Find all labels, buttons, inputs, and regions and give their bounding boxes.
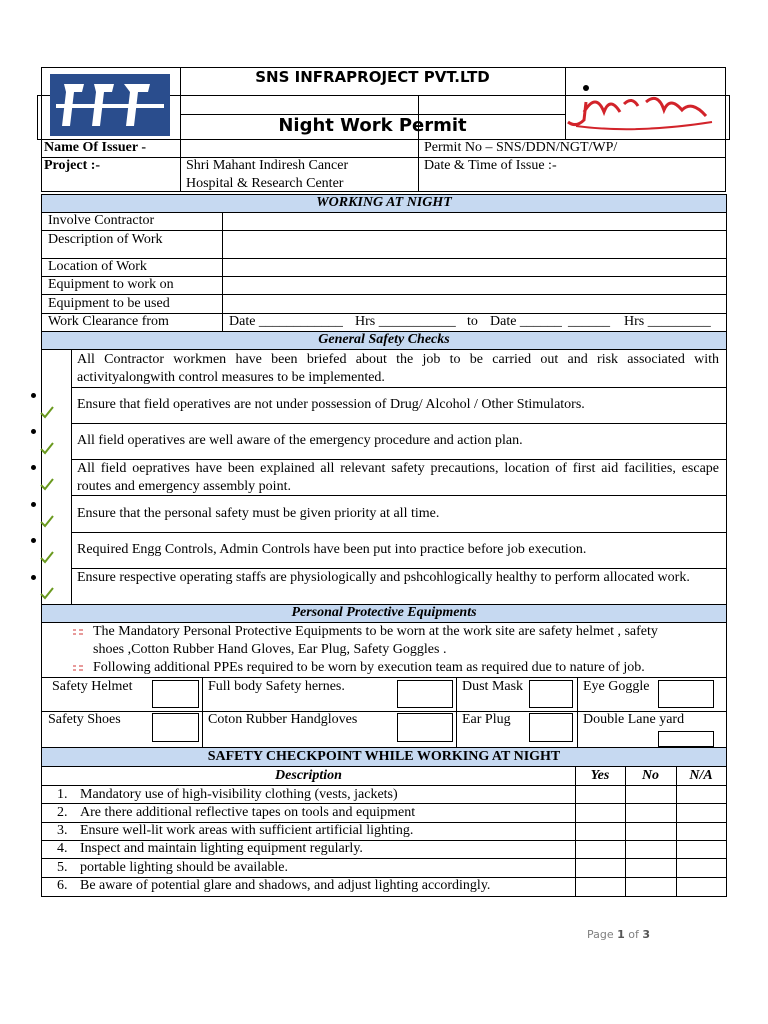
- ppe-ear-plug: Ear Plug: [462, 712, 511, 727]
- col-na: N/A: [689, 768, 713, 783]
- ppe-safety-helmet: Safety Helmet: [52, 679, 133, 694]
- clearance-date-1[interactable]: Date ____________: [229, 314, 343, 329]
- rule: [71, 387, 727, 388]
- rule: [41, 622, 727, 623]
- clearance-to: to: [467, 314, 478, 329]
- header-divider-middle: [418, 95, 419, 192]
- page-number: 1: [617, 928, 625, 941]
- safety-check-item-2: Ensure that field operatives are not under possession of Drug/ Alcohol / Other Stimulators.: [77, 397, 585, 412]
- checkpoint-num-4: 4.: [57, 841, 68, 856]
- ppe-ear-plug-checkbox[interactable]: [529, 713, 573, 742]
- ppe-dust-mask: Dust Mask: [462, 679, 524, 694]
- ppe-eye-goggle: Eye Goggle: [583, 679, 650, 694]
- general-safety-heading: General Safety Checks: [318, 332, 450, 347]
- bullet-icon: [31, 429, 36, 434]
- rule: [71, 532, 727, 533]
- row-description-of-work: Description of Work: [48, 232, 163, 247]
- safety-check-item-3: All field operatives are well aware of the emergency procedure and action plan.: [77, 433, 523, 448]
- checkpoint-text-6: Be aware of potential glare and shadows, and adjust lighting accordingly.: [80, 878, 491, 893]
- of-word: of: [628, 928, 639, 941]
- checkpoint-text-4: Inspect and maintain lighting equipment regularly.: [80, 841, 363, 856]
- safety-check-item-1: All Contractor workmen have been briefed about the job to be carried out and risk associated with activityalongwith control measures to be implemented.: [77, 352, 719, 385]
- ppe-double-lanyard: Double Lane yard: [583, 712, 685, 727]
- checkpoint-heading: SAFETY CHECKPOINT WHILE WORKING AT NIGHT: [207, 749, 561, 764]
- rule: [41, 677, 727, 678]
- ppe-heading: Personal Protective Equipments: [291, 605, 477, 620]
- bullet-icon: [31, 502, 36, 507]
- ppe-eye-goggle-checkbox[interactable]: [658, 680, 714, 708]
- ppe-dust-mask-checkbox[interactable]: [529, 680, 573, 708]
- checkmark-icon[interactable]: [40, 586, 54, 600]
- rule: [41, 349, 727, 350]
- rule: [577, 677, 578, 747]
- bullet-icon: [31, 393, 36, 398]
- project-value-line1: Shri Mahant Indiresh Cancer: [186, 158, 349, 173]
- ppe-full-body-harness-checkbox[interactable]: [397, 680, 453, 708]
- company-logo: [50, 74, 170, 136]
- checkmark-icon[interactable]: [40, 477, 54, 491]
- ppe-full-body-harness: Full body Safety hernes.: [208, 679, 345, 694]
- clearance-hrs-2[interactable]: Hrs _________: [624, 314, 711, 329]
- page-total: 3: [642, 928, 651, 941]
- ppe-safety-helmet-checkbox[interactable]: [152, 680, 199, 708]
- rule: [71, 423, 727, 424]
- ppe-mandatory-line1: The Mandatory Personal Protective Equipments to be worn at the work site are safety helmet , safety: [93, 624, 658, 639]
- permit-number: Permit No – SNS/DDN/NGT/WP/: [424, 140, 618, 155]
- ppe-double-lanyard-checkbox[interactable]: [658, 731, 714, 747]
- ppe-bullet-icon: [72, 663, 84, 673]
- col-description: Description: [275, 768, 342, 783]
- issuer-label: Name Of Issuer -: [44, 140, 147, 155]
- checkpoint-num-5: 5.: [57, 860, 68, 875]
- checkpoint-num-1: 1.: [57, 787, 68, 802]
- bullet-icon: [31, 465, 36, 470]
- col-yes: Yes: [590, 768, 610, 783]
- page-title: Night Work Permit: [278, 115, 467, 136]
- checkmark-icon[interactable]: [40, 441, 54, 455]
- ppe-additional-line: Following additional PPEs required to be worn by execution team as required due to nature of job.: [93, 660, 645, 675]
- project-label: Project :-: [44, 158, 101, 173]
- safety-check-item-7: Ensure respective operating staffs are physiologically and pshcohlogically healthy to perform allocated work.: [77, 570, 690, 585]
- col-no: No: [641, 768, 660, 783]
- clearance-hrs-1[interactable]: Hrs ___________: [355, 314, 456, 329]
- row-equipment-used: Equipment to be used: [48, 296, 170, 311]
- bullet-icon: [31, 575, 36, 580]
- company-name: SNS INFRAPROJECT PVT.LTD: [255, 68, 490, 86]
- clearance-date-2[interactable]: Date ______: [490, 314, 562, 329]
- ppe-mandatory-line2: shoes ,Cotton Rubber Hand Gloves, Ear Plug, Safety Goggles .: [93, 642, 447, 657]
- checkpoint-text-1: Mandatory use of high-visibility clothing (vests, jackets): [80, 787, 398, 802]
- safety-check-item-5: Ensure that the personal safety must be given priority at all time.: [77, 506, 440, 521]
- rule: [41, 785, 727, 786]
- ppe-safety-shoes-checkbox[interactable]: [152, 713, 199, 742]
- page-word: Page: [587, 928, 614, 941]
- rule: [41, 858, 727, 859]
- header-line-3: [41, 157, 726, 158]
- imcm-logo: [566, 82, 716, 138]
- row-equipment-work-on: Equipment to work on: [48, 277, 174, 292]
- checkpoint-num-3: 3.: [57, 823, 68, 838]
- checkpoint-num-6: 6.: [57, 878, 68, 893]
- row-location-of-work: Location of Work: [48, 259, 147, 274]
- ppe-rubber-handgloves: Coton Rubber Handgloves: [208, 712, 358, 727]
- row-involve-contractor: Involve Contractor: [48, 213, 155, 228]
- checkmark-icon[interactable]: [40, 405, 54, 419]
- checkmark-icon[interactable]: [40, 514, 54, 528]
- checkpoint-text-2: Are there additional reflective tapes on tools and equipment: [80, 805, 416, 820]
- ppe-safety-shoes: Safety Shoes: [48, 712, 121, 727]
- safety-check-item-6: Required Engg Controls, Admin Controls have been put into practice before job execution.: [77, 542, 587, 557]
- clearance-date-2-gap[interactable]: ______: [568, 314, 610, 329]
- page-footer: [587, 927, 650, 943]
- rule: [41, 230, 727, 231]
- checkpoint-text-5: portable lighting should be available.: [80, 860, 289, 875]
- working-at-night-heading: WORKING AT NIGHT: [316, 195, 452, 210]
- rule: [202, 677, 203, 747]
- checkpoint-text-3: Ensure well-lit work areas with sufficient artificial lighting.: [80, 823, 414, 838]
- bullet-icon: [31, 538, 36, 543]
- rule: [456, 677, 457, 747]
- ppe-rubber-handgloves-checkbox[interactable]: [397, 713, 453, 742]
- row-work-clearance: Work Clearance from: [48, 314, 169, 329]
- date-time-label: Date & Time of Issue :-: [424, 158, 557, 173]
- rule: [41, 294, 727, 295]
- checkpoint-num-2: 2.: [57, 805, 68, 820]
- checkmark-icon[interactable]: [40, 550, 54, 564]
- safety-check-item-4: All field oepratives have been explained all relevant safety precautions, location of first aid facilities, escape routes and emergency assembly point.: [77, 461, 719, 494]
- ppe-bullet-icon: [72, 627, 84, 637]
- rule: [41, 803, 727, 804]
- project-value-line2: Hospital & Research Center: [186, 176, 344, 191]
